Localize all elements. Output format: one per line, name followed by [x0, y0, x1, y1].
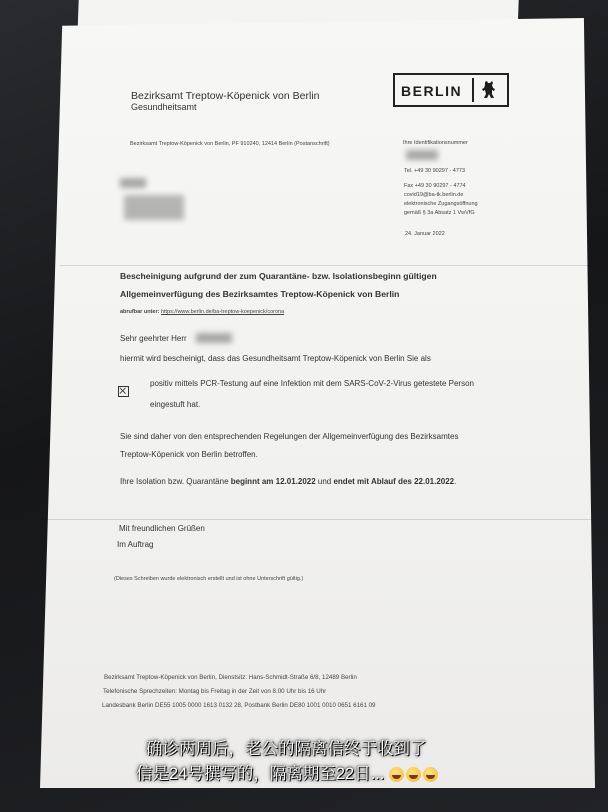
caption-line-2: 信是24号撰写的，隔离期至22日...: [136, 765, 385, 783]
logo-text: BERLIN: [401, 83, 463, 99]
footer-address: Bezirksamt Treptow-Köpenick von Berlin, Dienstsitz: Hans-Schmidt-Straße 6/8, 12489 Berlin: [104, 674, 357, 681]
laughing-emoji-group: [389, 767, 438, 782]
phone-number: Tel. +49 30 90297 - 4773: [404, 168, 466, 174]
logo-divider: [472, 78, 474, 102]
letter-page: [40, 18, 595, 788]
closing-greeting: Mit freundlichen Grüßen: [119, 524, 205, 533]
corona-url[interactable]: https://www.berlin.de/ba-treptow-koepenick/corona: [160, 309, 285, 315]
office-name: Bezirksamt Treptow-Köpenick von Berlin: [131, 90, 320, 102]
url-line: [120, 309, 284, 315]
closing-behalf: Im Auftrag: [117, 540, 154, 549]
address-line: Bezirksamt Treptow-Köpenick von Berlin, PF 910240, 12414 Berlin (Postanschrift): [130, 141, 330, 147]
isolation-text-e: .: [454, 477, 457, 486]
classified-text: eingestuft hat.: [150, 400, 201, 409]
checked-checkbox-icon: [118, 386, 129, 397]
intro-text: hiermit wird bescheinigt, dass das Gesundheitsamt Treptow-Köpenick von Berlin Sie als: [120, 354, 431, 363]
fold-line: [60, 265, 590, 266]
redacted-name: [196, 333, 232, 343]
bear-icon: [481, 80, 497, 100]
subject-line-2: Allgemeinverfügung des Bezirksamtes Treptow-Köpenick von Berlin: [120, 289, 400, 299]
fax-number: Fax +49 30 90297 - 4774: [404, 183, 466, 189]
isolation-end: endet mit Ablauf des 22.01.2022: [333, 477, 455, 486]
email-address: covid19@ba-tk.berlin.de: [404, 192, 464, 198]
affected-paragraph-2: Treptow-Köpenick von Berlin betroffen.: [120, 450, 258, 459]
electronic-access-1: elektronische Zugangsöffnung: [404, 201, 478, 207]
letter-date: 24. Januar 2022: [405, 231, 445, 237]
electronic-note: (Dieses Schreiben wurde elektronisch erstellt und ist ohne Unterschrift gültig.): [114, 576, 304, 582]
salutation: Sehr geehrter Herr: [120, 334, 187, 343]
laughing-emoji-icon: [389, 767, 404, 782]
affected-paragraph-1: Sie sind daher von den entsprechenden Regelungen der Allgemeinverfügung des Bezirksamtes: [120, 432, 459, 441]
id-label: Ihre Identifikationsnummer: [403, 140, 468, 146]
footer-hours: Telefonische Sprechzeiten: Montag bis Freitag in der Zeit von 8.00 Uhr bis 16 Uhr: [103, 688, 327, 695]
isolation-period: [120, 477, 456, 486]
footer-bank: Landesbank Berlin DE55 1005 0000 1613 0132 28, Postbank Berlin DE80 1001 0010 0651 6161 09: [102, 702, 376, 709]
caption-line-1: 确诊两周后，老公的隔离信终于收到了: [146, 740, 427, 758]
url-label: abrufbar unter:: [120, 309, 160, 315]
laughing-emoji-icon: [406, 767, 421, 782]
isolation-start: beginnt am 12.01.2022: [230, 477, 316, 486]
positive-test-text: positiv mittels PCR-Testung auf eine Infektion mit dem SARS-CoV-2-Virus getestete Person: [150, 379, 474, 388]
redacted-id: [406, 150, 438, 160]
berlin-logo: [393, 73, 509, 107]
department: Gesundheitsamt: [131, 102, 197, 112]
caption-line-2-wrap: [136, 760, 438, 784]
electronic-access-2: gemäß § 3a Absatz 1 VwVfG: [404, 210, 475, 216]
subject-line-1: Bescheinigung aufgrund der zum Quarantäne- bzw. Isolationsbeginn gültigen: [120, 271, 437, 281]
redacted-recipient: [124, 195, 184, 220]
fold-line: [44, 519, 594, 520]
laughing-emoji-icon: [423, 767, 438, 782]
redacted-recipient: [120, 178, 146, 188]
isolation-text-c: und: [315, 477, 334, 486]
isolation-text-a: Ihre Isolation bzw. Quarantäne: [120, 477, 231, 486]
